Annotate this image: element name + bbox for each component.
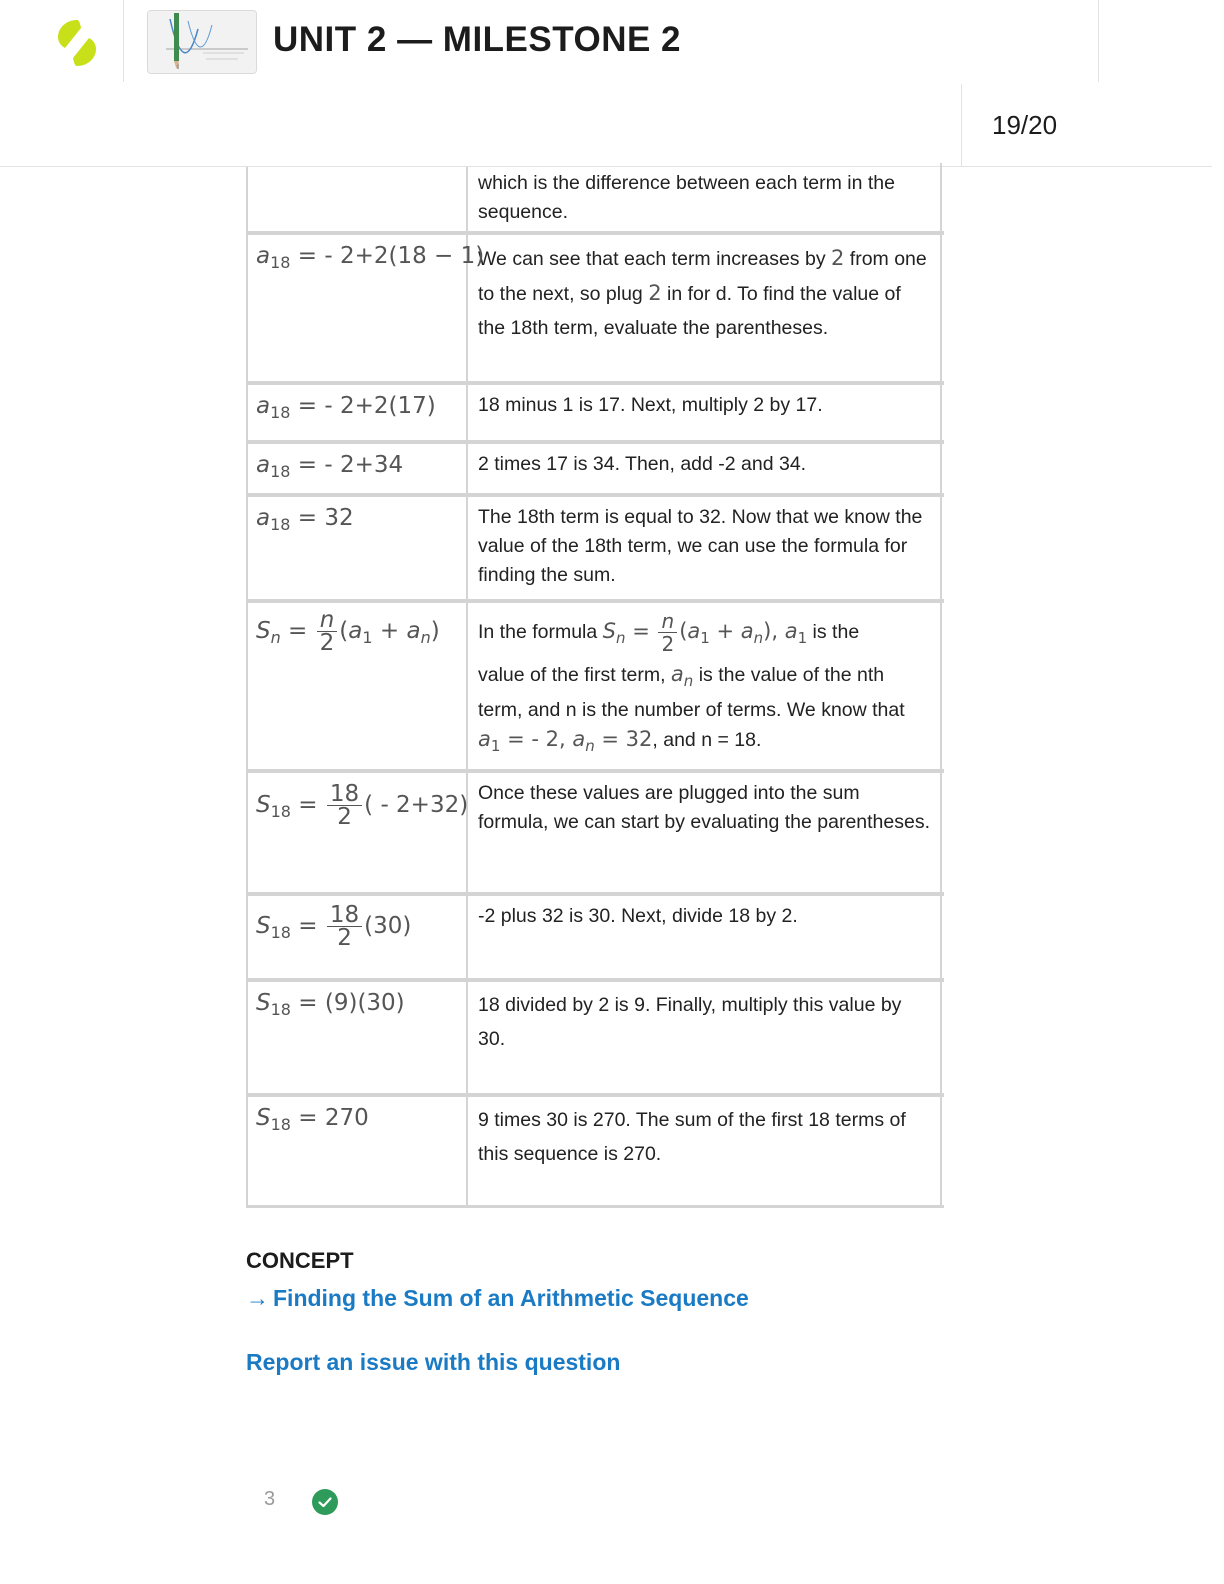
step-explanation: -2 plus 32 is 30. Next, divide 18 by 2. bbox=[470, 896, 942, 978]
step-explanation: In the formula $S_n$ = $\frac{n}{2}$ $(a_1 + a_n)$, $a_1$ is the value of the first term, $a_n$ is the value of the nth term, and n is the number of terms. We know that $a_1$ = - 2, $a_n = 32$, and n = 18. bbox=[470, 603, 942, 769]
table-row bbox=[246, 603, 944, 769]
table-row bbox=[246, 773, 944, 892]
step-explanation: 18 minus 1 is 17. Next, multiply 2 by 17. bbox=[470, 385, 942, 440]
sophia-logo[interactable] bbox=[56, 18, 98, 68]
concept-link[interactable] bbox=[246, 1285, 749, 1312]
table-bottom-border bbox=[246, 1205, 944, 1208]
table-row bbox=[246, 167, 944, 231]
table-row bbox=[246, 444, 944, 493]
check-circle-icon bbox=[312, 1489, 338, 1515]
step-expression: $S_{18}$ = $\frac{18}{2}$ ( - 2+32) bbox=[246, 773, 468, 892]
step-expression: $S_{18}$ = $\frac{18}{2}$ (30) bbox=[246, 896, 468, 978]
step-expression: $a_{18}$ = - 2+2(18 − 1) bbox=[246, 235, 468, 381]
arrow-right-icon: → bbox=[246, 1285, 269, 1311]
step-explanation: 18 divided by 2 is 9. Finally, multiply this value by 30. bbox=[470, 982, 942, 1093]
step-explanation: which is the difference between each term in the sequence. bbox=[470, 163, 942, 231]
step-explanation: We can see that each term increases by 2 from one to the next, so plug 2 in for d. To find the value of the 18th term, evaluate the parentheses. bbox=[470, 235, 942, 381]
table-row bbox=[246, 896, 944, 978]
table-row bbox=[246, 385, 944, 440]
graph-thumbnail-icon bbox=[148, 11, 256, 73]
step-expression: $a_{18}$ = - 2+2(17) bbox=[246, 385, 468, 440]
step-explanation: Once these values are plugged into the sum formula, we can start by evaluating the parentheses. bbox=[470, 773, 942, 892]
step-expression: $a_{18} = 32$ bbox=[246, 497, 468, 599]
page-title: UNIT 2 — MILESTONE 2 bbox=[273, 20, 682, 59]
header-divider-right bbox=[1098, 0, 1099, 82]
header-divider-left bbox=[123, 0, 124, 82]
unit-thumbnail bbox=[147, 10, 257, 74]
concept-heading: CONCEPT bbox=[246, 1248, 354, 1273]
page-counter: 19/20 bbox=[992, 110, 1058, 140]
table-row bbox=[246, 1097, 944, 1205]
question-number: 3 bbox=[264, 1488, 276, 1510]
step-expression: $S_{18} = (9)(30)$ bbox=[246, 982, 468, 1093]
step-expression: $S_n$ = $\frac{n}{2}$ $(a_1 + a_n)$ bbox=[246, 603, 468, 769]
table-row bbox=[246, 235, 944, 381]
step-expression bbox=[246, 167, 468, 231]
step-expression: $S_{18} = 270$ bbox=[246, 1097, 468, 1205]
step-explanation: 9 times 30 is 270. The sum of the first 18 terms of this sequence is 270. bbox=[470, 1097, 942, 1205]
step-explanation: The 18th term is equal to 32. Now that we know the value of the 18th term, we can use the formula for finding the sum. bbox=[470, 497, 942, 599]
step-explanation: 2 times 17 is 34. Then, add -2 and 34. bbox=[470, 444, 942, 493]
solution-table bbox=[246, 167, 944, 1208]
step-expression: $a_{18}$ = - 2+34 bbox=[246, 444, 468, 493]
pager-divider bbox=[961, 84, 962, 166]
table-row bbox=[246, 982, 944, 1093]
table-row bbox=[246, 497, 944, 599]
concept-link-label: Finding the Sum of an Arithmetic Sequence bbox=[273, 1285, 749, 1311]
report-issue-link[interactable]: Report an issue with this question bbox=[246, 1349, 621, 1375]
